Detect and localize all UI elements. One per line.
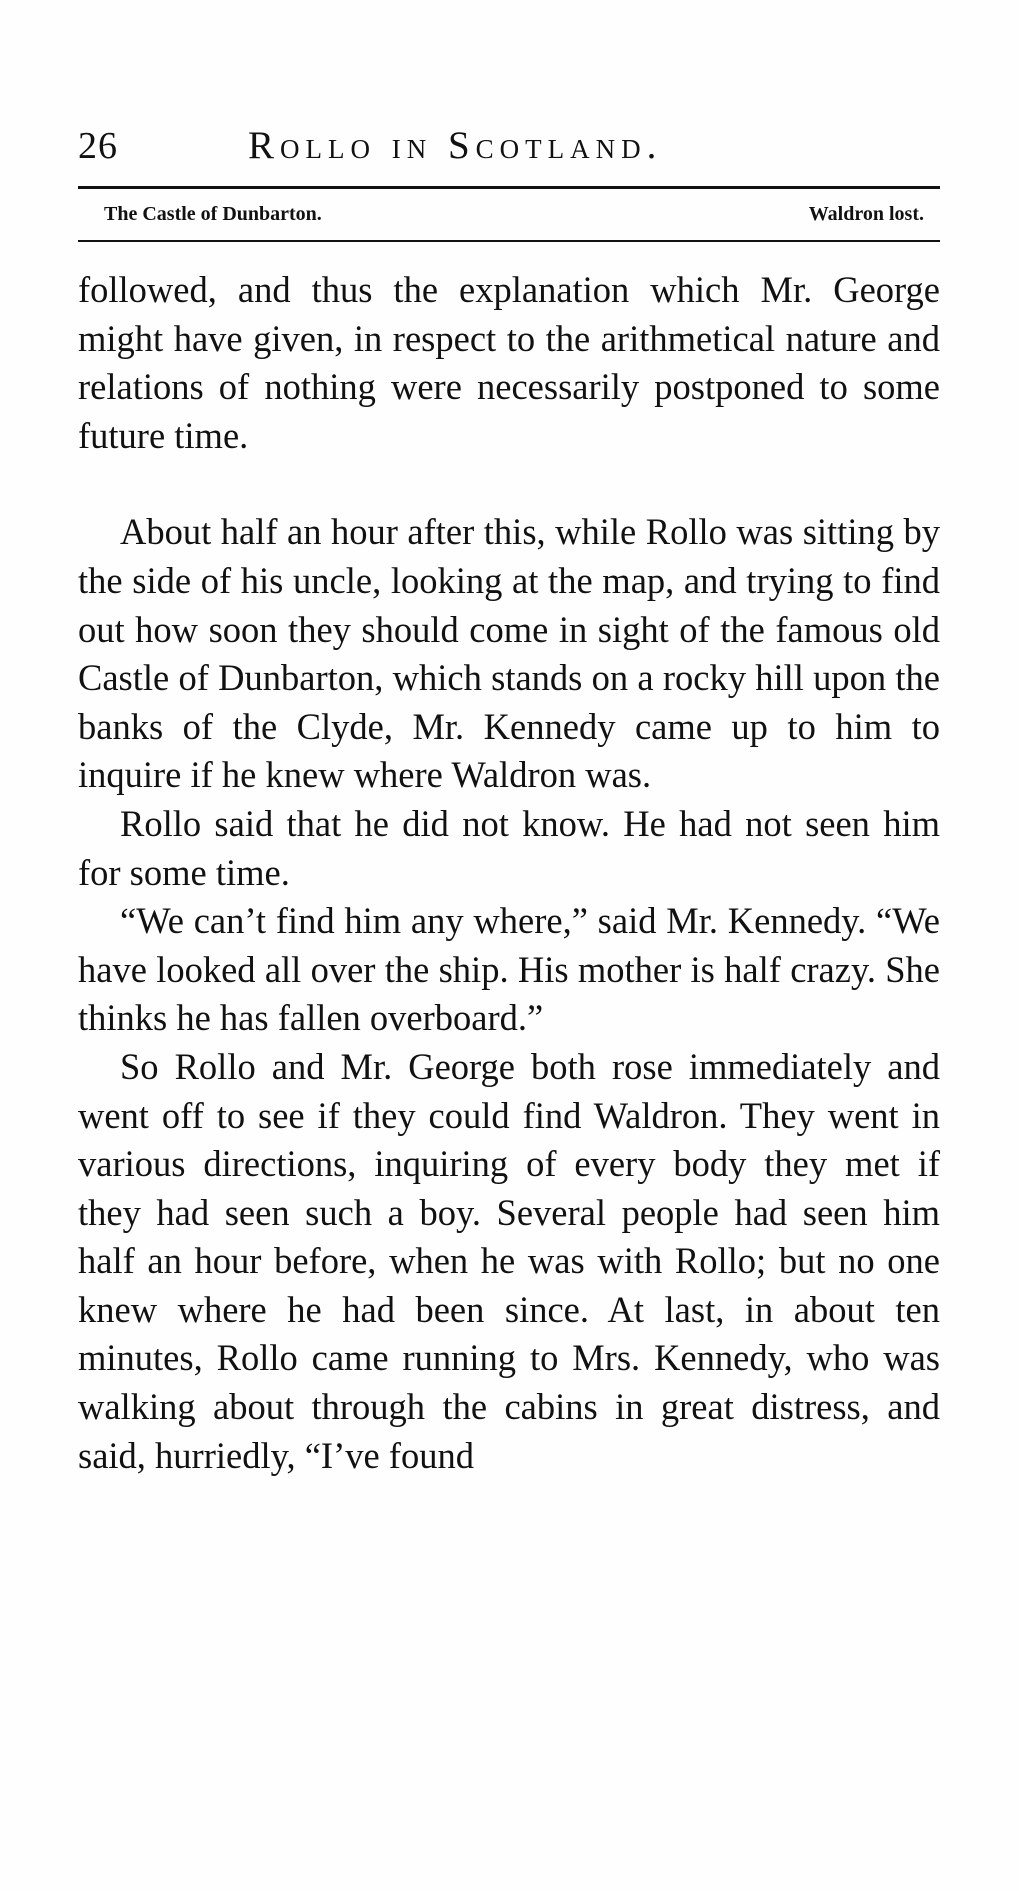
paragraph: Rollo said that he did not know. He had not seen him for some time. <box>78 802 940 893</box>
body-text <box>78 266 940 1480</box>
paragraph: About half an hour after this, while Rollo was sitting by the side of his uncle, looking at the map, and trying to find out how soon they should come in sight of the famous old Castle of Dunbarton, which stands on a rocky hill upon the banks of the Clyde, Mr. Kennedy came up to him to inquire if he knew where Waldron was. <box>78 511 940 796</box>
paragraph-continued: followed, and thus the explanation which Mr. George might have given, in respect to the arithmetical nature and relations of nothing were necessarily postponed to some future time. <box>78 269 940 456</box>
section-title-right: Waldron lost. <box>808 203 924 225</box>
page-number: 26 <box>78 125 118 167</box>
section-title-left: The Castle of Dunbarton. <box>104 203 322 225</box>
section-subhead <box>104 197 924 231</box>
running-head <box>78 122 940 170</box>
paragraph: So Rollo and Mr. George both rose immediately and went off to see if they could find Waldron. They went in various directions, inquiring of every body they met if they had seen such a boy. Several people had seen him half an hour before, when he was with Rollo; but no one knew where he had been since. At last, in about ten minutes, Rollo came running to Mrs. Kennedy, who was walking about through the cabins in great distress, and said, hurriedly, “I’ve found <box>78 1045 940 1476</box>
book-title: Rollo in Scotland. <box>248 124 663 167</box>
header-rule-bottom <box>78 240 940 242</box>
header-rule-top <box>78 186 940 189</box>
paragraph: “We can’t find him any where,” said Mr. Kennedy. “We have looked all over the ship. His mother is half crazy. She thinks he has fallen overboard.” <box>78 900 940 1039</box>
